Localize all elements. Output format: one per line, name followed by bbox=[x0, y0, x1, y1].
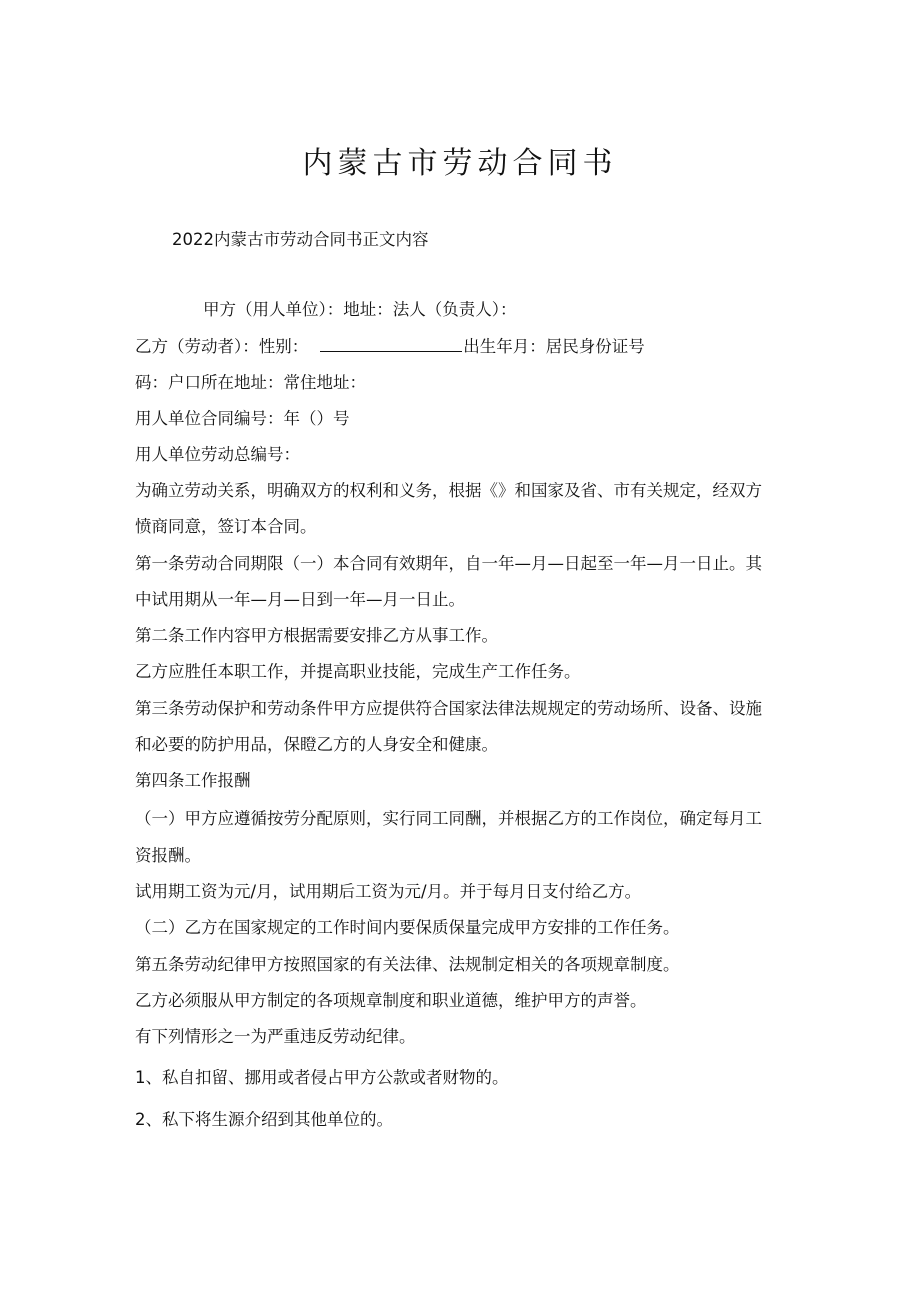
paragraph: 中试用期从一年—月—日到一年—月一日止。 bbox=[135, 590, 465, 609]
party-b-line bbox=[135, 336, 645, 358]
paragraph: 乙方必须服从甲方制定的各项规章制度和职业道德，维护甲方的声誉。 bbox=[135, 991, 647, 1010]
paragraph: 试用期工资为元/月，试用期后工资为元/月。并于每月日支付给乙方。 bbox=[135, 882, 642, 901]
document-subtitle: 2022内蒙古市劳动合同书正文内容 bbox=[172, 230, 429, 249]
paragraph: （一）甲方应遵循按劳分配原则，实行同工同酬，并根据乙方的工作岗位，确定每月工 bbox=[135, 809, 762, 828]
contract-number-line: 用人单位合同编号：年（）号 bbox=[135, 409, 350, 428]
party-b-prefix: 乙方（劳动者）：性别： bbox=[135, 337, 309, 356]
paragraph: （二）乙方在国家规定的工作时间内要保质保量完成甲方安排的工作任务。 bbox=[135, 918, 680, 937]
paragraph: 乙方应胜任本职工作，并提高职业技能，完成生产工作任务。 bbox=[135, 662, 581, 681]
party-a-line: 甲方（用人单位）：地址：法人（负责人）： bbox=[203, 300, 517, 319]
paragraph: 第一条劳动合同期限（一）本合同有效期年，自一年—月—日起至一年—月一日止。其 bbox=[135, 554, 762, 573]
birthdate-blank-field bbox=[320, 336, 462, 352]
id-address-line: 码：户口所在地址：常住地址： bbox=[135, 373, 366, 392]
paragraph: 愤商同意，签订本合同。 bbox=[135, 517, 317, 536]
paragraph: 为确立劳动关系，明确双方的权利和义务，根据《》和国家及省、市有关规定，经双方 bbox=[135, 481, 762, 500]
labor-number-line: 用人单位劳动总编号： bbox=[135, 445, 300, 464]
paragraph: 有下列情形之一为严重违反劳动纪律。 bbox=[135, 1027, 416, 1046]
paragraph: 第四条工作报酬 bbox=[135, 771, 251, 790]
list-item: 2、私下将生源介绍到其他单位的。 bbox=[135, 1110, 393, 1129]
party-b-suffix: 出生年月：居民身份证号 bbox=[463, 337, 645, 356]
document-title: 内蒙古市劳动合同书 bbox=[302, 146, 618, 181]
paragraph: 第三条劳动保护和劳动条件甲方应提供符合国家法律法规规定的劳动场所、设备、设施 bbox=[135, 699, 762, 718]
paragraph: 第二条工作内容甲方根据需要安排乙方从事工作。 bbox=[135, 626, 498, 645]
paragraph: 和必要的防护用品，保瞪乙方的人身安全和健康。 bbox=[135, 735, 498, 754]
list-item: 1、私自扣留、挪用或者侵占甲方公款或者财物的。 bbox=[135, 1068, 509, 1087]
paragraph: 资报酬。 bbox=[135, 846, 201, 865]
paragraph: 第五条劳动纪律甲方按照国家的有关法律、法规制定相关的各项规章制度。 bbox=[135, 955, 680, 974]
